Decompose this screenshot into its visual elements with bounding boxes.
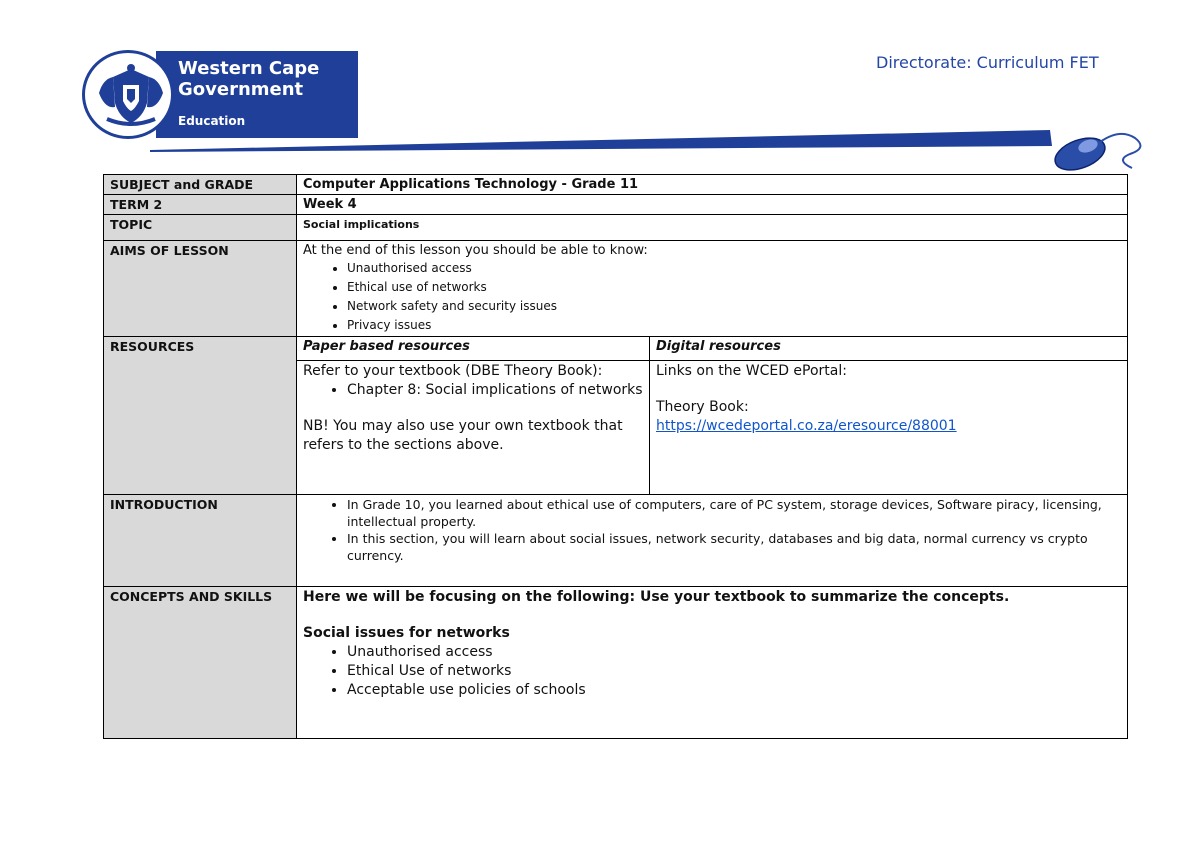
term-value: Week 4: [297, 195, 1128, 215]
logo-subtitle: Education: [178, 114, 246, 128]
aims-item: • Privacy issues: [347, 316, 1121, 335]
paper-item: • Chapter 8: Social implications of networks: [347, 381, 643, 400]
concepts-cell: [297, 587, 1128, 739]
logo-title: Western Cape Government: [178, 58, 320, 100]
row-concepts: [104, 587, 1128, 739]
digital-resources-cell: [650, 361, 1128, 495]
subject-value: Computer Applications Technology - Grade 11: [297, 175, 1128, 195]
aims-item: • Ethical use of networks: [347, 278, 1121, 297]
row-aims: [104, 241, 1128, 337]
introduction-item: • In Grade 10, you learned about ethical use of computers, care of PC system, storage devices, Software piracy, licensing, intellectual property.: [347, 496, 1121, 530]
introduction-label: INTRODUCTION: [104, 495, 297, 587]
computer-mouse-icon: [1051, 132, 1141, 176]
term-label: TERM 2: [104, 195, 297, 215]
lesson-plan-table: [103, 174, 1128, 739]
introduction-item: • In this section, you will learn about social issues, network security, databases and big data, normal currency vs crypto currency.: [347, 530, 1121, 564]
paper-note: NB! You may also use your own textbook that refers to the sections above.: [303, 418, 623, 453]
row-term: [104, 195, 1128, 215]
aims-item: • Unauthorised access: [347, 259, 1121, 278]
subject-label: SUBJECT and GRADE: [104, 175, 297, 195]
row-introduction: [104, 495, 1128, 587]
row-subject: [104, 175, 1128, 195]
row-resources-head: [104, 337, 1128, 361]
aims-intro: At the end of this lesson you should be able to know:: [303, 243, 648, 258]
concepts-item: • Acceptable use policies of schools: [347, 681, 1121, 700]
digital-intro: Links on the WCED ePortal:: [656, 363, 847, 379]
concepts-item: • Ethical Use of networks: [347, 662, 1121, 681]
concepts-lead: Here we will be focusing on the following: Use your textbook to summarize the concepts.: [303, 589, 1010, 605]
paper-resources-cell: [297, 361, 650, 495]
aims-item: • Network safety and security issues: [347, 297, 1121, 316]
coat-of-arms-icon: [93, 63, 169, 131]
directorate-label: Directorate: Curriculum FET: [876, 53, 1099, 72]
concepts-list: [303, 643, 1121, 700]
introduction-list: [303, 496, 1121, 564]
aims-list: [303, 259, 1121, 335]
concepts-label: CONCEPTS AND SKILLS: [104, 587, 297, 739]
row-topic: [104, 215, 1128, 241]
topic-label: TOPIC: [104, 215, 297, 241]
concepts-subhead: Social issues for networks: [303, 625, 510, 641]
topic-cell: [297, 215, 1128, 241]
header-swoosh: [150, 130, 1052, 152]
paper-intro: Refer to your textbook (DBE Theory Book):: [303, 363, 603, 379]
aims-cell: [297, 241, 1128, 337]
concepts-item: • Unauthorised access: [347, 643, 1121, 662]
aims-label: AIMS OF LESSON: [104, 241, 297, 337]
resources-label: RESOURCES: [104, 337, 297, 495]
topic-value: Social implications: [303, 218, 420, 231]
eportal-link[interactable]: https://wcedeportal.co.za/eresource/88001: [656, 418, 957, 434]
introduction-cell: [297, 495, 1128, 587]
paper-resources-heading: Paper based resources: [297, 337, 650, 361]
paper-list: [303, 381, 643, 400]
digital-book: Theory Book:: [656, 399, 749, 415]
digital-resources-heading: Digital resources: [650, 337, 1128, 361]
